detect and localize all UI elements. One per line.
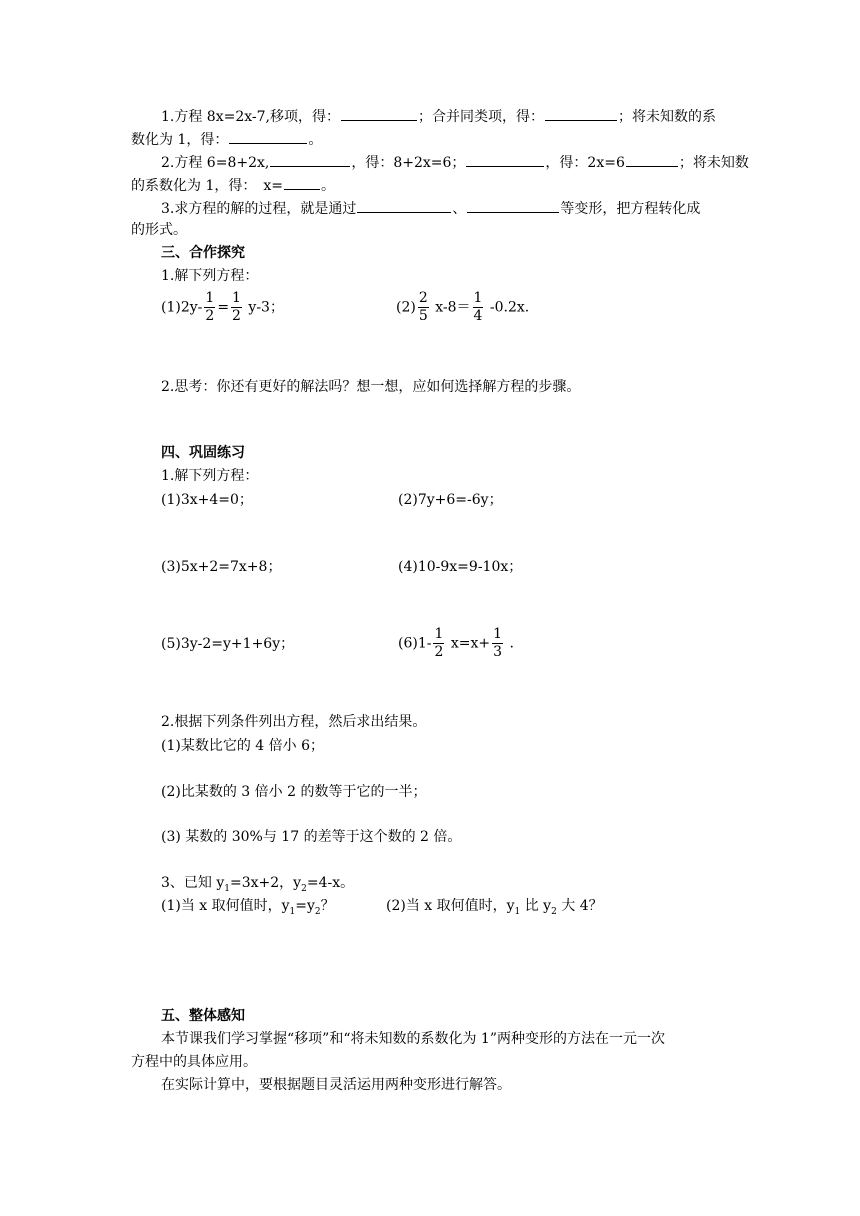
numerator: 1: [232, 290, 241, 306]
q3-text: (1)当 x 取何值时，y: [161, 898, 290, 914]
fill-q3-text-b: 、: [452, 201, 467, 217]
fill-q1-text-b: ；合并同类项，得：: [418, 109, 544, 125]
numerator: 1: [473, 290, 483, 306]
equation-4-2: (2)7y+6=-6y；: [398, 492, 503, 508]
eq-text: (1)2y-: [161, 299, 203, 316]
fill-q3-line1: [161, 198, 700, 219]
eq-text: x=x+: [450, 635, 491, 652]
part3-q2: 2.思考：你还有更好的解法吗？想一想，应如何选择解方程的步骤。: [161, 379, 581, 395]
summary-line-3: 在实际计算中，要根据题目灵活运用两种变形进行解答。: [161, 1077, 511, 1093]
equation-3-2: [396, 290, 529, 325]
numerator: 1: [434, 626, 444, 642]
denominator: 5: [418, 308, 428, 324]
denominator: 2: [434, 644, 444, 660]
fill-q1-text-c: ；将未知数的系: [618, 109, 716, 125]
q3-text: ？: [320, 898, 335, 914]
fill-q2-text-a: 2.方程 6=8+2x,: [161, 155, 270, 171]
fill-q3-text-d: 的形式。: [131, 222, 187, 238]
fill-q3-line2: [131, 220, 187, 240]
part4-q2-1: (1)某数比它的 4 倍小 6；: [161, 738, 324, 754]
fill-q1-text-a: 1.方程 8x=2x-7,移项，得：: [161, 109, 340, 125]
answer-blank[interactable]: [545, 106, 617, 121]
answer-blank[interactable]: [466, 152, 544, 167]
eq-text: y-3；: [248, 299, 284, 316]
q3-text: (2)当 x 取何值时，y: [386, 898, 515, 914]
numerator: 1: [205, 290, 215, 306]
part4-q3-1: [161, 896, 335, 922]
equation-4-3: (3)5x+2=7x+8；: [161, 559, 282, 575]
numerator: 2: [418, 290, 428, 306]
fill-q2-line1: [161, 152, 749, 173]
eq-text: (6)1-: [398, 635, 432, 652]
eq-text: .: [509, 635, 514, 652]
fill-q2-line2: [131, 175, 335, 196]
q3-text: 比 y: [520, 898, 552, 914]
part4-q1: 1.解下列方程：: [161, 468, 259, 484]
q3-text: 大 4？: [556, 898, 603, 914]
fill-q1-line1: [161, 106, 716, 127]
fill-q2-text-f: 。: [320, 178, 335, 194]
subscript: 2: [301, 883, 307, 894]
part3-q1: 1.解下列方程：: [161, 268, 259, 284]
part4-q2: 2.根据下列条件列出方程，然后求出结果。: [161, 714, 427, 730]
denominator: 4: [473, 308, 483, 324]
fill-q1-text-d: 数化为 1，得：: [131, 132, 229, 148]
fill-q2-text-b: ，得：8+2x=6；: [351, 155, 466, 171]
fill-q2-text-e: 的系数化为 1，得： x=: [131, 178, 283, 194]
eq-text: -0.2x.: [489, 299, 530, 316]
summary-line-2: 方程中的具体应用。: [131, 1054, 257, 1070]
part4-q3: [161, 873, 354, 899]
equation-4-4: (4)10-9x=9-10x；: [398, 559, 523, 575]
q3-text: 3、已知 y: [161, 875, 225, 891]
fill-q2-text-d: ；将未知数: [678, 155, 749, 171]
q3-text: =3x+2，y: [230, 875, 302, 891]
subscript: 2: [314, 906, 321, 917]
fill-q2-text-c: ，得：2x=6: [545, 155, 625, 171]
fill-q1-line2: [131, 129, 322, 150]
equation-4-1: (1)3x+4=0；: [161, 492, 253, 508]
eq-text: x-8＝: [435, 299, 471, 316]
answer-blank[interactable]: [341, 106, 417, 121]
equation-3-1: [161, 290, 284, 325]
fill-q1-text-e: 。: [308, 132, 323, 148]
answer-blank[interactable]: [626, 152, 678, 167]
eq-text: =: [217, 299, 230, 316]
section-heading-5: 五、整体感知: [161, 1008, 245, 1024]
fill-q3-text-c: 等变形，把方程转化成: [560, 201, 701, 217]
fraction: [418, 290, 429, 325]
answer-blank[interactable]: [270, 152, 350, 167]
section-heading-4: 四、巩固练习: [161, 445, 245, 461]
fill-q3-text-a: 3.求方程的解的过程，就是通过: [161, 201, 357, 217]
section-heading-3: 三、合作探究: [161, 245, 245, 261]
eq-text: (2): [396, 299, 416, 316]
fraction: [231, 290, 242, 325]
q3-text: =y: [295, 898, 315, 914]
answer-blank[interactable]: [229, 129, 307, 144]
numerator: 1: [493, 626, 503, 642]
subscript: 2: [551, 906, 557, 917]
equation-4-6: [398, 626, 514, 661]
part4-q2-2: (2)比某数的 3 倍小 2 的数等于它的一半；: [161, 784, 427, 800]
summary-line-1: 本节课我们学习掌握“移项”和“将未知数的系数化为 1”两种变形的方法在一元一次: [161, 1031, 665, 1047]
fraction: [204, 290, 215, 325]
denominator: 2: [205, 308, 215, 324]
fraction: [492, 626, 503, 661]
subscript: 1: [289, 906, 296, 917]
fraction: [433, 626, 444, 661]
answer-blank[interactable]: [357, 198, 451, 213]
answer-blank[interactable]: [467, 198, 559, 213]
equation-4-5: (5)3y-2=y+1+6y；: [161, 636, 295, 652]
denominator: 2: [232, 308, 241, 324]
part4-q2-3: (3) 某数的 30%与 17 的差等于这个数的 2 倍。: [161, 829, 462, 845]
denominator: 3: [493, 644, 503, 660]
fraction: [473, 290, 484, 325]
part4-q3-2: [386, 896, 603, 922]
q3-text: =4-x。: [306, 875, 355, 891]
subscript: 1: [224, 883, 231, 894]
answer-blank[interactable]: [284, 175, 320, 190]
subscript: 1: [514, 906, 521, 917]
